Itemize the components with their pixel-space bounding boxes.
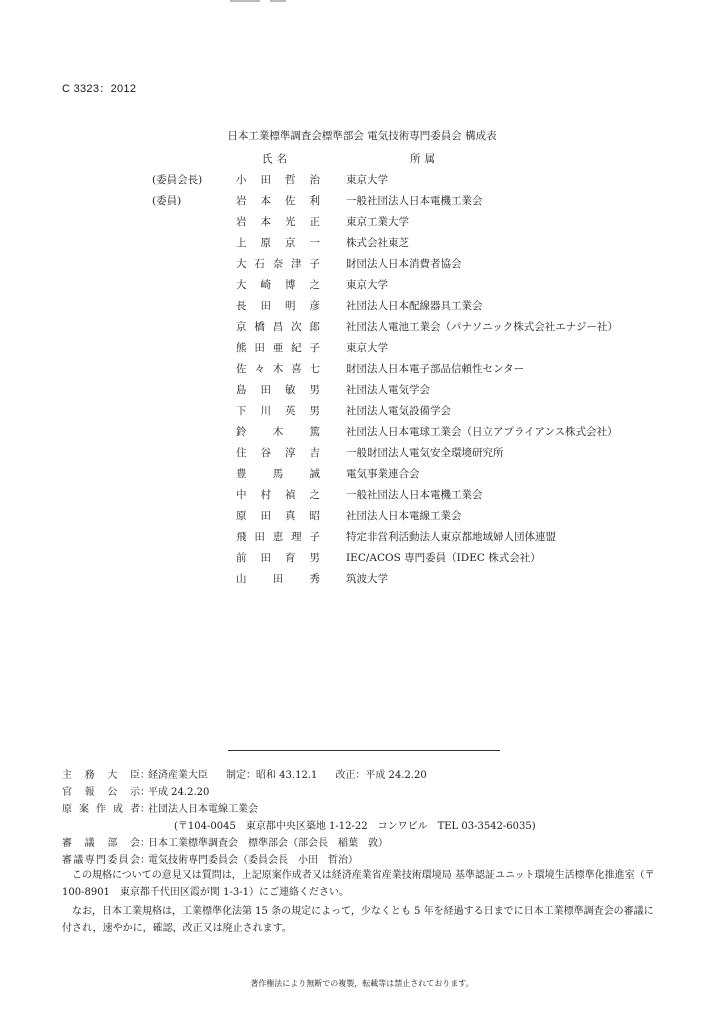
review-note: なお，日本工業規格は，工業標準化法第 15 条の規定によって，少なくとも 5 年を経過する日までに日本工業標準調査会の審議に付され，速やかに，確認，改正又は廃止されます。 (62, 906, 654, 934)
established-date: 制定：昭和 43.12.1 (226, 770, 318, 781)
divider-line (228, 750, 500, 751)
member-name: 島田敏男 (236, 384, 320, 396)
member-affiliation: 社団法人電池工業会（パナソニック株式会社エナジー社） (346, 321, 619, 333)
member-name: 下川英男 (236, 405, 320, 417)
member-affiliation: IEC/ACOS 専門委員（IDEC 株式会社） (346, 552, 541, 564)
role-chair: (委員会長) (152, 174, 203, 186)
member-name: 住谷淳吉 (236, 447, 320, 459)
committee-title: 日本工業標準調査会標準部会 電気技術専門委員会 構成表 (227, 130, 497, 142)
member-name: 前田育男 (236, 552, 320, 564)
member-affiliation: 社団法人電気学会 (346, 384, 430, 396)
member-name: 上原京一 (236, 237, 320, 249)
minister-value: 経済産業大臣 (148, 770, 208, 781)
member-affiliation: 筑波大学 (346, 573, 388, 585)
member-name: 京橋昌次郎 (236, 321, 320, 333)
member-affiliation: 東京大学 (346, 174, 388, 186)
drafter-value: 社団法人日本電線工業会 (148, 804, 258, 815)
affiliation-column-header: 所属 (410, 153, 439, 165)
committee-value: 電気技術専門委員会（委員会長 小田 哲治） (148, 855, 358, 866)
drafter-address: (〒104-0045 東京都中央区築地 1-12-22 コンワビル TEL 03-3542-6035) (174, 821, 536, 832)
drafter-line: 原案作成者：社団法人日本電線工業会 (62, 800, 258, 815)
member-affiliation: 社団法人日本電球工業会（日立アプライアンス株式会社） (346, 426, 618, 438)
gazette-label: 官報公示 (62, 787, 140, 798)
minister-label: 主務大臣 (62, 770, 140, 781)
minister-line: 主務大臣：経済産業大臣 制定：昭和 43.12.1 改正：平成 24.2.20 (62, 766, 427, 781)
name-column-header: 氏名 (262, 153, 291, 165)
revised-date: 改正：平成 24.2.20 (335, 770, 427, 781)
member-name: 大崎博之 (236, 279, 320, 291)
member-name: 鈴木篤 (236, 426, 320, 438)
member-name: 岩本光正 (236, 216, 320, 228)
member-affiliation: 特定非営利活動法人東京都地域婦人団体連盟 (346, 531, 556, 543)
member-name: 熊田亜紀子 (236, 342, 320, 354)
member-affiliation: 株式会社東芝 (346, 237, 409, 249)
member-name: 大石奈津子 (236, 258, 320, 270)
member-name: 豊馬誠 (236, 468, 320, 480)
member-affiliation: 一般財団法人電気安全環境研究所 (346, 447, 504, 459)
member-name: 中村禎之 (236, 489, 320, 501)
member-name: 飛田恵理子 (236, 531, 320, 543)
member-name: 岩本佐利 (236, 195, 320, 207)
scan-mark (230, 0, 260, 2)
document-code: C 3323：2012 (62, 83, 137, 95)
scan-mark (270, 0, 286, 2)
member-name: 長田明彦 (236, 300, 320, 312)
council-label: 審議部会 (62, 838, 140, 849)
drafter-label: 原案作成者 (62, 804, 140, 815)
committee-line: 審議専門委員会：電気技術専門委員会（委員会長 小田 哲治） (62, 851, 358, 866)
member-name: 小田哲治 (236, 174, 320, 186)
copyright-notice: 著作権法により無断での複製，転載等は禁止されております。 (250, 979, 474, 988)
member-affiliation: 社団法人電気設備学会 (346, 405, 451, 417)
member-affiliation: 東京大学 (346, 342, 388, 354)
member-name: 原田真昭 (236, 510, 320, 522)
committee-label: 審議専門委員会 (62, 855, 140, 866)
council-line: 審議部会：日本工業標準調査会 標準部会（部会長 稲葉 敦） (62, 834, 388, 849)
gazette-line: 官報公示：平成 24.2.20 (62, 783, 209, 798)
role-member: (委員) (152, 195, 182, 207)
inquiry-note: この規格についての意見又は質問は，上記原案作成者又は経済産業省産業技術環境局 基準認証ユニット環境生活標準化推進室（〒100-8901 東京都千代田区霞が関 1-3-1）にご連絡ください。 (62, 870, 655, 898)
member-affiliation: 財団法人日本消費者協会 (346, 258, 462, 270)
member-affiliation: 電気事業連合会 (346, 468, 420, 480)
member-affiliation: 社団法人日本電線工業会 (346, 510, 462, 522)
member-name: 佐々木喜七 (236, 363, 320, 375)
member-affiliation: 一般社団法人日本電機工業会 (346, 489, 483, 501)
member-affiliation: 東京大学 (346, 279, 388, 291)
member-name: 山田秀 (236, 573, 320, 585)
member-affiliation: 一般社団法人日本電機工業会 (346, 195, 483, 207)
council-value: 日本工業標準調査会 標準部会（部会長 稲葉 敦） (148, 838, 388, 849)
member-affiliation: 財団法人日本電子部品信頼性センター (346, 363, 525, 375)
member-affiliation: 東京工業大学 (346, 216, 409, 228)
member-affiliation: 社団法人日本配線器具工業会 (346, 300, 483, 312)
gazette-value: 平成 24.2.20 (148, 787, 210, 798)
